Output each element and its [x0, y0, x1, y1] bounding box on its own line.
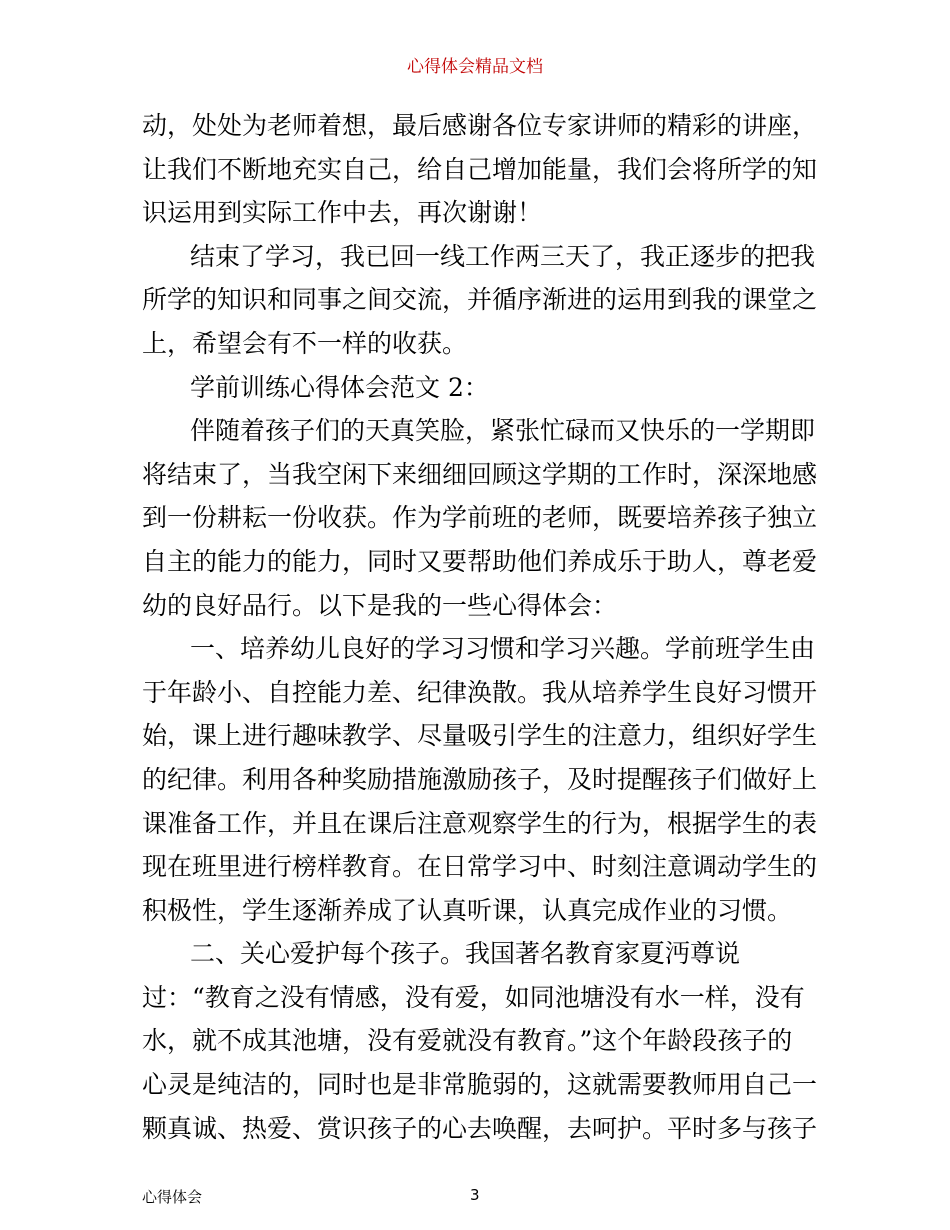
- text-line: 伴随着孩子们的天真笑脸，紧张忙碌而又快乐的一学期即: [190, 416, 816, 446]
- text-line: 自主的能力的能力，同时又要帮助他们养成乐于助人，尊老爱: [142, 546, 818, 576]
- text-line: 结束了学习，我已回一线工作两三天了，我正逐步的把我: [190, 241, 816, 271]
- text-line: 过：“教育之没有情感，没有爱，如同池塘没有水一样，没有: [142, 982, 805, 1012]
- page-header-title: 心得体会精品文档: [407, 57, 543, 77]
- page-number: 3: [470, 1186, 480, 1204]
- text-line: 让我们不断地充实自己，给自己增加能量，我们会将所学的知: [142, 154, 818, 184]
- section-heading: 学前训练心得体会范文 2：: [190, 372, 489, 402]
- text-line: 动，处处为老师着想，最后感谢各位专家讲师的精彩的讲座，: [142, 111, 818, 140]
- text-line: 识运用到实际工作中去，再次谢谢！: [142, 198, 543, 228]
- footer-label: 心得体会: [142, 1188, 203, 1206]
- text-line: 二、关心爱护每个孩子。我国著名教育家夏沔尊说: [190, 939, 741, 969]
- text-line: 一、培养幼儿良好的学习习惯和学习兴趣。学前班学生由: [190, 634, 816, 664]
- text-line: 的纪律。利用各种奖励措施激励孩子，及时提醒孩子们做好上: [142, 764, 818, 794]
- text-line: 现在班里进行榜样教育。在日常学习中、时刻注意调动学生的: [142, 852, 818, 882]
- text-line: 课准备工作，并且在课后注意观察学生的行为，根据学生的表: [142, 808, 818, 838]
- text-line: 所学的知识和同事之间交流，并循序渐进的运用到我的课堂之: [142, 285, 818, 315]
- text-line: 心灵是纯洁的，同时也是非常脆弱的，这就需要教师用自己一: [142, 1070, 818, 1100]
- text-line: 到一份耕耘一份收获。作为学前班的老师，既要培养孩子独立: [142, 503, 818, 533]
- text-line: 积极性，学生逐渐养成了认真听课，认真完成作业的习惯。: [142, 895, 793, 925]
- text-line: 上，希望会有不一样的收获。: [142, 328, 468, 358]
- text-line: 水，就不成其池塘，没有爱就没有教育。”这个年龄段孩子的: [142, 1026, 793, 1056]
- text-line: 始，课上进行趣味教学、尽量吸引学生的注意力，组织好学生: [142, 721, 818, 751]
- text-line: 于年龄小、自控能力差、纪律涣散。我从培养学生良好习惯开: [142, 677, 818, 707]
- text-line: 幼的良好品行。以下是我的一些心得体会：: [142, 590, 618, 620]
- text-line: 将结束了，当我空闲下来细细回顾这学期的工作时，深深地感: [142, 459, 818, 489]
- document-body: [142, 104, 818, 1150]
- text-line: 颗真诚、热爱、赏识孩子的心去唤醒，去呵护。平时多与孩子: [142, 1113, 818, 1143]
